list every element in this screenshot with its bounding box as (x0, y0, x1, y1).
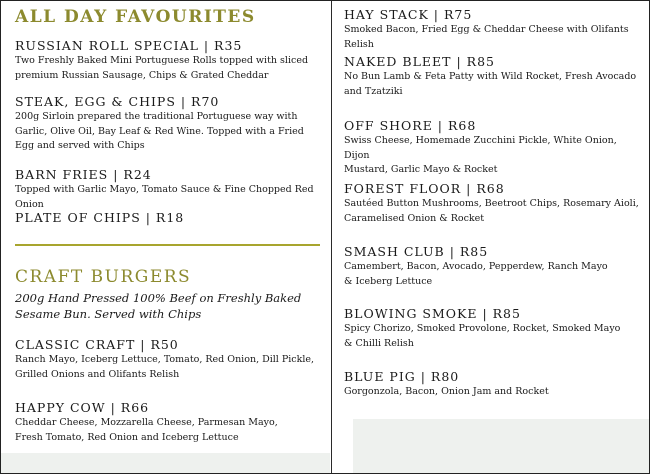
item-desc-line: premium Russian Sausage, Chips & Grated Cheddar (15, 69, 269, 81)
item-desc-line: Grilled Onions and Olifants Relish (15, 368, 180, 380)
item-desc-line: Smoked Bacon, Fried Egg & Cheddar Cheese with Olifants Relish (344, 24, 629, 50)
item-desc-line: Garlic, Olive Oil, Bay Leaf & Red Wine. Topped with a Fried (15, 125, 304, 137)
item-desc-line: Two Freshly Baked Mini Portuguese Rolls topped with sliced (15, 55, 309, 66)
section-title-craft-burgers: CRAFT BURGERS (15, 267, 192, 287)
item-title: NAKED BLEET | R85 (344, 54, 495, 69)
menu-item-smash-club (344, 244, 608, 289)
item-desc-line: and Tzatziki (344, 85, 403, 97)
item-desc-line: Caramelised Onion & Rocket (344, 212, 485, 224)
item-desc-line: 200g Sirloin prepared the traditional Portuguese way with (15, 111, 298, 122)
item-desc-line: Gorgonzola, Bacon, Onion Jam and Rocket (344, 386, 549, 397)
menu-item-off-shore (344, 118, 644, 178)
section-divider (15, 244, 320, 246)
column-divider-line (331, 1, 332, 474)
menu-item-hay-stack (344, 7, 644, 52)
burgers-intro (15, 290, 301, 322)
item-title: HAY STACK | R75 (344, 7, 473, 22)
intro-line: 200g Hand Pressed 100% Beef on Freshly Baked (15, 291, 302, 305)
item-desc-line: Cheddar Cheese, Mozzarella Cheese, Parmesan Mayo, (15, 417, 278, 428)
item-title: SMASH CLUB | R85 (344, 244, 489, 259)
item-desc-line: Mustard, Garlic Mayo & Rocket (344, 164, 498, 175)
item-title: RUSSIAN ROLL SPECIAL | R35 (15, 38, 243, 53)
item-title: BLUE PIG | R80 (344, 369, 460, 384)
background-shade-left (1, 453, 330, 474)
intro-line: Sesame Bun. Served with Chips (15, 307, 202, 321)
item-desc-line: Egg and served with Chips (15, 140, 145, 151)
menu-item-happy-cow (15, 400, 278, 445)
item-desc-line: No Bun Lamb & Feta Patty with Wild Rocket, Fresh Avocado (344, 71, 637, 82)
item-desc-line: Camembert, Bacon, Avocado, Pepperdew, Ranch Mayo (344, 261, 608, 272)
menu-item-forest-floor (344, 181, 639, 226)
menu-item-barn-fries (15, 167, 327, 212)
item-title: PLATE OF CHIPS | R18 (15, 210, 185, 225)
item-desc-line: Swiss Cheese, Homemade Zucchini Pickle, White Onion, Dijon (344, 135, 617, 161)
item-title: STEAK, EGG & CHIPS | R70 (15, 94, 220, 109)
menu-item-russian-roll-special (15, 38, 308, 83)
menu-item-blowing-smoke (344, 306, 620, 351)
item-desc-line: Fresh Tomato, Red Onion and Iceberg Lettuce (15, 431, 239, 443)
item-title: HAPPY COW | R66 (15, 400, 150, 415)
item-desc-line: & Iceberg Lettuce (344, 275, 433, 287)
item-desc-line: Sautéed Button Mushrooms, Beetroot Chips, Rosemary Aioli, (344, 198, 639, 209)
menu-item-classic-craft (15, 337, 314, 382)
menu-item-plate-of-chips (15, 210, 184, 226)
item-title: OFF SHORE | R68 (344, 118, 477, 133)
menu-item-naked-bleet (344, 54, 636, 99)
menu-item-blue-pig (344, 369, 549, 400)
item-desc-line: & Chilli Relish (344, 337, 414, 349)
item-title: CLASSIC CRAFT | R50 (15, 337, 179, 352)
item-desc-line: Spicy Chorizo, Smoked Provolone, Rocket, Smoked Mayo (344, 323, 621, 334)
item-title: BLOWING SMOKE | R85 (344, 306, 521, 321)
item-title: BARN FRIES | R24 (15, 167, 152, 182)
item-desc-line: Topped with Garlic Mayo, Tomato Sauce & Fine Chopped Red Onion (15, 184, 314, 210)
item-desc-line: Ranch Mayo, Iceberg Lettuce, Tomato, Red Onion, Dill Pickle, (15, 354, 315, 365)
item-title: FOREST FLOOR | R68 (344, 181, 505, 196)
menu-item-steak-egg-chips (15, 94, 304, 154)
background-shade-right (353, 419, 650, 474)
section-title-all-day-favourites: ALL DAY FAVOURITES (15, 7, 256, 27)
